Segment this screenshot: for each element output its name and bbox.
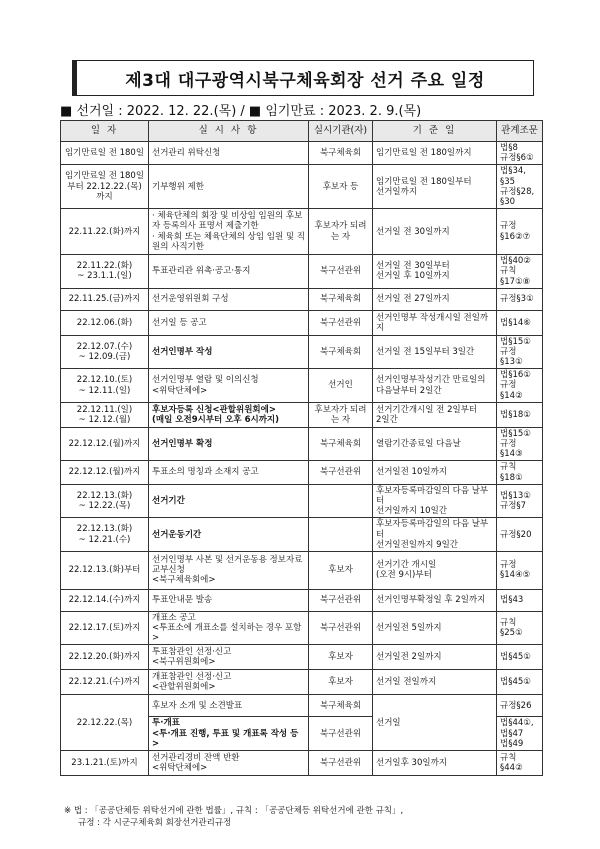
cell-item — [149, 255, 309, 289]
cell-org — [309, 209, 373, 255]
cell-basis — [373, 551, 497, 589]
cell-item-text: 선거인명부 확정 — [152, 439, 213, 449]
cell-law — [497, 645, 543, 670]
cell-basis — [373, 518, 497, 552]
cell-org-text: 북구선관위 — [319, 623, 362, 634]
cell-basis-text: 선거일전 2일까지 — [376, 652, 442, 663]
cell-date — [61, 209, 149, 255]
cell-law-text: 법§15① 규정§14③ — [500, 428, 531, 460]
cell-basis — [373, 484, 497, 518]
cell-basis — [373, 142, 497, 165]
table-row — [61, 645, 543, 670]
cell-item — [149, 369, 309, 403]
cell-basis-text: 선거일후 30일까지 — [376, 757, 447, 768]
cell-law-text: 법§18① — [500, 409, 531, 420]
cell-org — [309, 461, 373, 484]
header-date: 일 자 — [61, 121, 149, 142]
cell-org-text: 후보자가 되려는 자 — [314, 221, 367, 242]
cell-date-text: 22.12.06.(화) — [76, 317, 133, 328]
cell-law — [497, 751, 543, 776]
cell-basis — [373, 670, 497, 695]
cell-org — [309, 751, 373, 776]
footnote-line-1: ※ 법 : 「공공단체등 위탁선거에 관한 법률」, 규칙 : 「공공단체등 위탁선거에 관한 규칙」, — [64, 806, 404, 816]
cell-basis-text: 선거인명부 작성개시일 전일까지 — [376, 312, 489, 333]
cell-basis-text: 선거일 전 15일부터 3일간 — [376, 346, 475, 357]
cell-org-text: 후보자 — [328, 652, 353, 663]
cell-law — [497, 165, 543, 209]
table-row — [61, 165, 543, 209]
cell-basis — [373, 751, 497, 776]
cell-basis-text: 후보자등록마감일의 다음 날부터 선거일까지 10일간 — [376, 485, 489, 517]
cell-date — [61, 611, 149, 645]
cell-item-text: 선거운영위원회 구성 — [152, 294, 229, 305]
table-row — [61, 611, 543, 645]
cell-item — [149, 518, 309, 552]
page-title — [72, 60, 534, 96]
cell-date — [61, 751, 149, 776]
cell-org-text: 북구선관위 — [319, 728, 362, 739]
cell-date-text: 22.12.21.(수)까지 — [68, 677, 141, 688]
table-header-row — [61, 121, 543, 142]
cell-law — [497, 518, 543, 552]
cell-basis-text: 선거기간 개시일 (오전 9시)부터 — [376, 560, 437, 581]
cell-item-text: 투표관리관 위촉·공고·통지 — [152, 266, 251, 277]
table-row — [61, 670, 543, 695]
cell-law-text: 법§8 규정§6① — [500, 143, 534, 164]
cell-org-text: 북구체육회 — [319, 346, 362, 357]
cell-law-text: 법§15① 규정§13① — [500, 336, 531, 368]
cell-law-text: 법§14⑥ — [500, 317, 531, 328]
cell-item — [149, 402, 309, 427]
table-row — [61, 589, 543, 611]
cell-basis-text: 선거일 전 30일부터 선거일 후 10일까지 — [376, 261, 450, 282]
cell-org — [309, 670, 373, 695]
cell-basis-text: 선거일 — [376, 717, 401, 728]
cell-item-text: 기부행위 제한 — [152, 181, 204, 192]
cell-org — [309, 427, 373, 461]
cell-item-text: 선거일 등 공고 — [152, 317, 207, 328]
cell-law-text: 규칙§18① — [500, 462, 523, 483]
table-row — [61, 142, 543, 165]
cell-date — [61, 288, 149, 310]
cell-org-text: 북구선관위 — [319, 317, 362, 328]
cell-law-text: 법§40② 규칙§17①⑧ — [500, 256, 531, 287]
cell-law — [497, 461, 543, 484]
cell-item-text: 개표소 공고 <투표소에 개표소를 설치하는 경우 포함> — [152, 612, 302, 644]
cell-org — [309, 645, 373, 670]
cell-law — [497, 335, 543, 369]
cell-date — [61, 695, 149, 751]
cell-item-text: 선거관리경비 잔액 반환 <위탁단체에> — [152, 752, 240, 773]
cell-law — [497, 369, 543, 403]
cell-law-text: 규칙§44② — [500, 752, 523, 773]
footnote-line-2: 규정 : 각 시군구체육회 회장선거관리규정 — [78, 818, 232, 829]
cell-date-text: 22.12.13.(화) ~ 12.21.(수) — [76, 524, 133, 545]
cell-date-text: 22.12.22.(목) — [76, 717, 133, 728]
cell-law-text: 규정§3① — [500, 294, 534, 305]
cell-law — [497, 209, 543, 255]
cell-law-text: 규정§16②⑦ — [500, 221, 531, 242]
cell-date-text: 22.12.12.(월)까지 — [68, 467, 141, 478]
footnotes — [64, 805, 403, 830]
cell-basis — [373, 165, 497, 209]
cell-law-text: 규칙§25① — [500, 617, 523, 639]
cell-date — [61, 645, 149, 670]
cell-date-text: 22.12.20.(화)까지 — [68, 652, 141, 663]
cell-date-text: 22.12.17.(토)까지 — [68, 623, 141, 634]
cell-basis-text: 열람기간종료일 다음날 — [376, 439, 461, 449]
cell-basis-text: 임기만료일 전 180일까지 — [376, 148, 472, 159]
cell-item-text: 선거관리 위탁신청 — [152, 148, 221, 159]
cell-law — [497, 142, 543, 165]
cell-org — [309, 551, 373, 589]
cell-org — [309, 255, 373, 289]
cell-item — [149, 165, 309, 209]
cell-law — [497, 255, 543, 289]
cell-law — [497, 402, 543, 427]
table-row — [61, 209, 543, 255]
cell-org — [309, 518, 373, 552]
cell-date — [61, 484, 149, 518]
table-row — [61, 551, 543, 589]
cell-item-text: · 체육단체의 회장 및 비상임 임원의 후보자 등록의사 표명서 제출기한 · 체육회 또는 체육단체의 상임 임원 및 직원의 사직기한 — [152, 211, 305, 252]
cell-org — [309, 288, 373, 310]
cell-item — [149, 310, 309, 335]
table-row — [61, 310, 543, 335]
election-period: ■ 선거일 : 2022. 12. 22.(목) / ■ 임기만료 : 2023. 2. 9.(목) — [60, 104, 422, 119]
cell-basis-text: 선거인명부작성기간 만료일의 다음날부터 2일간 — [376, 375, 486, 396]
cell-item — [149, 751, 309, 776]
cell-law — [497, 695, 543, 717]
cell-basis-text: 선거일전 5일까지 — [376, 623, 442, 634]
cell-org-text: 북구선관위 — [319, 595, 362, 606]
cell-basis — [373, 255, 497, 289]
cell-law-text: 규정§26 — [500, 700, 532, 711]
cell-org — [309, 589, 373, 611]
cell-item — [149, 209, 309, 255]
cell-law — [497, 670, 543, 695]
cell-law-text: 법§13① 규정§7 — [500, 490, 531, 512]
cell-org — [309, 484, 373, 518]
cell-org-text: 북구체육회 — [319, 439, 362, 449]
cell-basis-text: 선거일 전일까지 — [376, 677, 437, 688]
header-basis: 기 준 일 — [373, 121, 497, 142]
cell-org-text: 북구체육회 — [319, 294, 362, 305]
cell-item-text: 선거인명부 작성 — [152, 346, 213, 357]
cell-date-text: 22.12.14.(수)까지 — [68, 595, 141, 606]
table-row — [61, 335, 543, 369]
cell-date-text: 22.12.13.(화)부터 — [68, 565, 141, 576]
table-row — [61, 695, 543, 717]
header-law: 관계조문 — [497, 121, 543, 142]
cell-law — [497, 551, 543, 589]
cell-date-text: 22.12.07.(수) ~ 12.09.(금) — [76, 341, 133, 362]
cell-date-text: 22.12.13.(화) ~ 12.22.(목) — [76, 490, 133, 512]
cell-basis-text: 선거일 전 27일까지 — [376, 294, 450, 305]
cell-item — [149, 670, 309, 695]
table-row — [61, 402, 543, 427]
cell-org-text: 선거인 — [328, 380, 353, 391]
cell-item — [149, 142, 309, 165]
cell-basis — [373, 402, 497, 427]
cell-item-text: 투표안내문 발송 — [152, 595, 213, 606]
cell-law-text: 규정§20 — [500, 529, 532, 540]
cell-date-text: 23.1.21.(토)까지 — [71, 757, 138, 768]
cell-date — [61, 369, 149, 403]
cell-org-text: 후보자가 되려는 자 — [314, 404, 367, 425]
cell-org — [309, 142, 373, 165]
cell-basis-text: 선거인명부확정일 후 2일까지 — [376, 595, 486, 606]
cell-date — [61, 670, 149, 695]
cell-basis — [373, 589, 497, 611]
cell-basis — [373, 310, 497, 335]
cell-org — [309, 402, 373, 427]
table-row — [61, 461, 543, 484]
cell-basis — [373, 288, 497, 310]
cell-item — [149, 611, 309, 645]
cell-item — [149, 695, 309, 717]
cell-basis — [373, 427, 497, 461]
table-row — [61, 255, 543, 289]
cell-item-text: 선거운동기간 — [152, 529, 202, 540]
header-org: 실시기관(자) — [309, 121, 373, 142]
cell-item-text: 후보자 소개 및 소견발표 — [152, 700, 243, 711]
cell-law — [497, 611, 543, 645]
cell-basis-text: 선거일 전 30일까지 — [376, 226, 450, 237]
cell-item-text: 선거기간 — [152, 495, 185, 506]
cell-org — [309, 611, 373, 645]
cell-law — [497, 310, 543, 335]
cell-basis-text: 선거일전 10일까지 — [376, 467, 447, 478]
cell-date-text: 22.12.10.(토) ~ 12.11.(일) — [76, 375, 133, 396]
cell-basis — [373, 645, 497, 670]
cell-law-text: 법§44①, 법§47 법§49 — [500, 718, 534, 749]
cell-law-text: 법§45① — [500, 652, 531, 663]
cell-date-text: 22.12.12.(월)까지 — [68, 439, 141, 449]
cell-date-text: 임기만료일 전 180일 — [64, 148, 145, 159]
cell-item — [149, 589, 309, 611]
cell-basis — [373, 611, 497, 645]
cell-org — [309, 369, 373, 403]
cell-date-text: 22.11.22.(화) ~ 23.1.1.(일) — [76, 261, 133, 282]
cell-date — [61, 142, 149, 165]
cell-item-text: 투표참관인 선정·신고 <북구위원회에> — [152, 647, 232, 668]
cell-date-text: 22.11.22.(화)까지 — [68, 226, 141, 237]
cell-basis-text: 선거기간개시일 전 2일부터 2일간 — [376, 404, 478, 425]
cell-org-text: 북구선관위 — [319, 467, 362, 478]
cell-org — [309, 717, 373, 751]
cell-org — [309, 165, 373, 209]
cell-basis-text: 임기만료일 전 180일부터 선거일까지 — [376, 176, 472, 197]
cell-date — [61, 335, 149, 369]
cell-basis — [373, 369, 497, 403]
cell-law-text: 법§16① 규정§14② — [500, 370, 531, 401]
cell-basis — [373, 461, 497, 484]
cell-item — [149, 645, 309, 670]
table-row — [61, 369, 543, 403]
cell-date — [61, 427, 149, 461]
cell-basis — [373, 335, 497, 369]
cell-item — [149, 427, 309, 461]
cell-date — [61, 310, 149, 335]
cell-item — [149, 484, 309, 518]
cell-date — [61, 589, 149, 611]
cell-date — [61, 551, 149, 589]
cell-date — [61, 165, 149, 209]
cell-law — [497, 589, 543, 611]
cell-item-text: 투·개표 <투·개표 진행, 투표 및 개표록 작성 등> — [152, 718, 299, 749]
cell-law — [497, 484, 543, 518]
cell-law-text: 법§34, §35 규정§28, §30 — [500, 166, 535, 207]
cell-law — [497, 288, 543, 310]
cell-item-text: 후보자등록 신청<관할위원회에> (매일 오전9시부터 오후 6시까지) — [152, 404, 280, 425]
header-item: 실 시 사 항 — [149, 121, 309, 142]
page-title-text: 제3대 대구광역시북구체육회장 선거 주요 일정 — [125, 70, 485, 91]
cell-item — [149, 288, 309, 310]
cell-law-text: 규정§14④⑤ — [500, 560, 531, 581]
table-row — [61, 288, 543, 310]
cell-org-text: 후보자 — [328, 565, 353, 576]
cell-law — [497, 717, 543, 751]
cell-basis — [373, 695, 497, 751]
cell-date — [61, 461, 149, 484]
cell-item-text: 투표소의 명칭과 소재지 공고 — [152, 467, 259, 478]
cell-law — [497, 427, 543, 461]
table-row — [61, 518, 543, 552]
cell-law-text: 법§43 — [500, 595, 524, 606]
cell-date — [61, 255, 149, 289]
cell-item-text: 선거인명부 열람 및 이의신청 <위탁단체에> — [152, 375, 259, 396]
cell-basis — [373, 209, 497, 255]
cell-basis-text: 후보자등록마감일의 다음 날부터 선거일전일까지 9일간 — [376, 519, 489, 550]
cell-item — [149, 551, 309, 589]
table-row — [61, 427, 543, 461]
cell-date — [61, 402, 149, 427]
cell-date — [61, 518, 149, 552]
schedule-table — [60, 120, 543, 776]
cell-org-text: 북구선관위 — [319, 266, 362, 277]
cell-law-text: 법§45① — [500, 677, 531, 688]
cell-item — [149, 717, 309, 751]
cell-org-text: 후보자 — [328, 677, 353, 688]
cell-org — [309, 695, 373, 717]
cell-date-text: 22.11.25.(금)까지 — [68, 294, 141, 305]
cell-date-text: 임기만료일 전 180일부터 22.12.22.(목)까지 — [64, 171, 145, 202]
cell-org — [309, 335, 373, 369]
cell-org-text: 후보자 등 — [322, 181, 359, 192]
table-row — [61, 751, 543, 776]
cell-org-text: 북구선관위 — [319, 757, 362, 768]
cell-date-text: 22.12.11.(일) ~ 12.12.(월) — [76, 404, 133, 425]
cell-org — [309, 310, 373, 335]
cell-item — [149, 461, 309, 484]
cell-org-text: 북구체육회 — [319, 148, 362, 159]
cell-item-text: 선거인명부 사본 및 선거운동용 정보자료 교부신청 <북구체육회에> — [152, 555, 303, 586]
table-row — [61, 484, 543, 518]
cell-item — [149, 335, 309, 369]
cell-item-text: 개표참관인 선정·신고 <관할위원회에> — [152, 672, 232, 693]
cell-org-text: 북구체육회 — [319, 700, 362, 711]
